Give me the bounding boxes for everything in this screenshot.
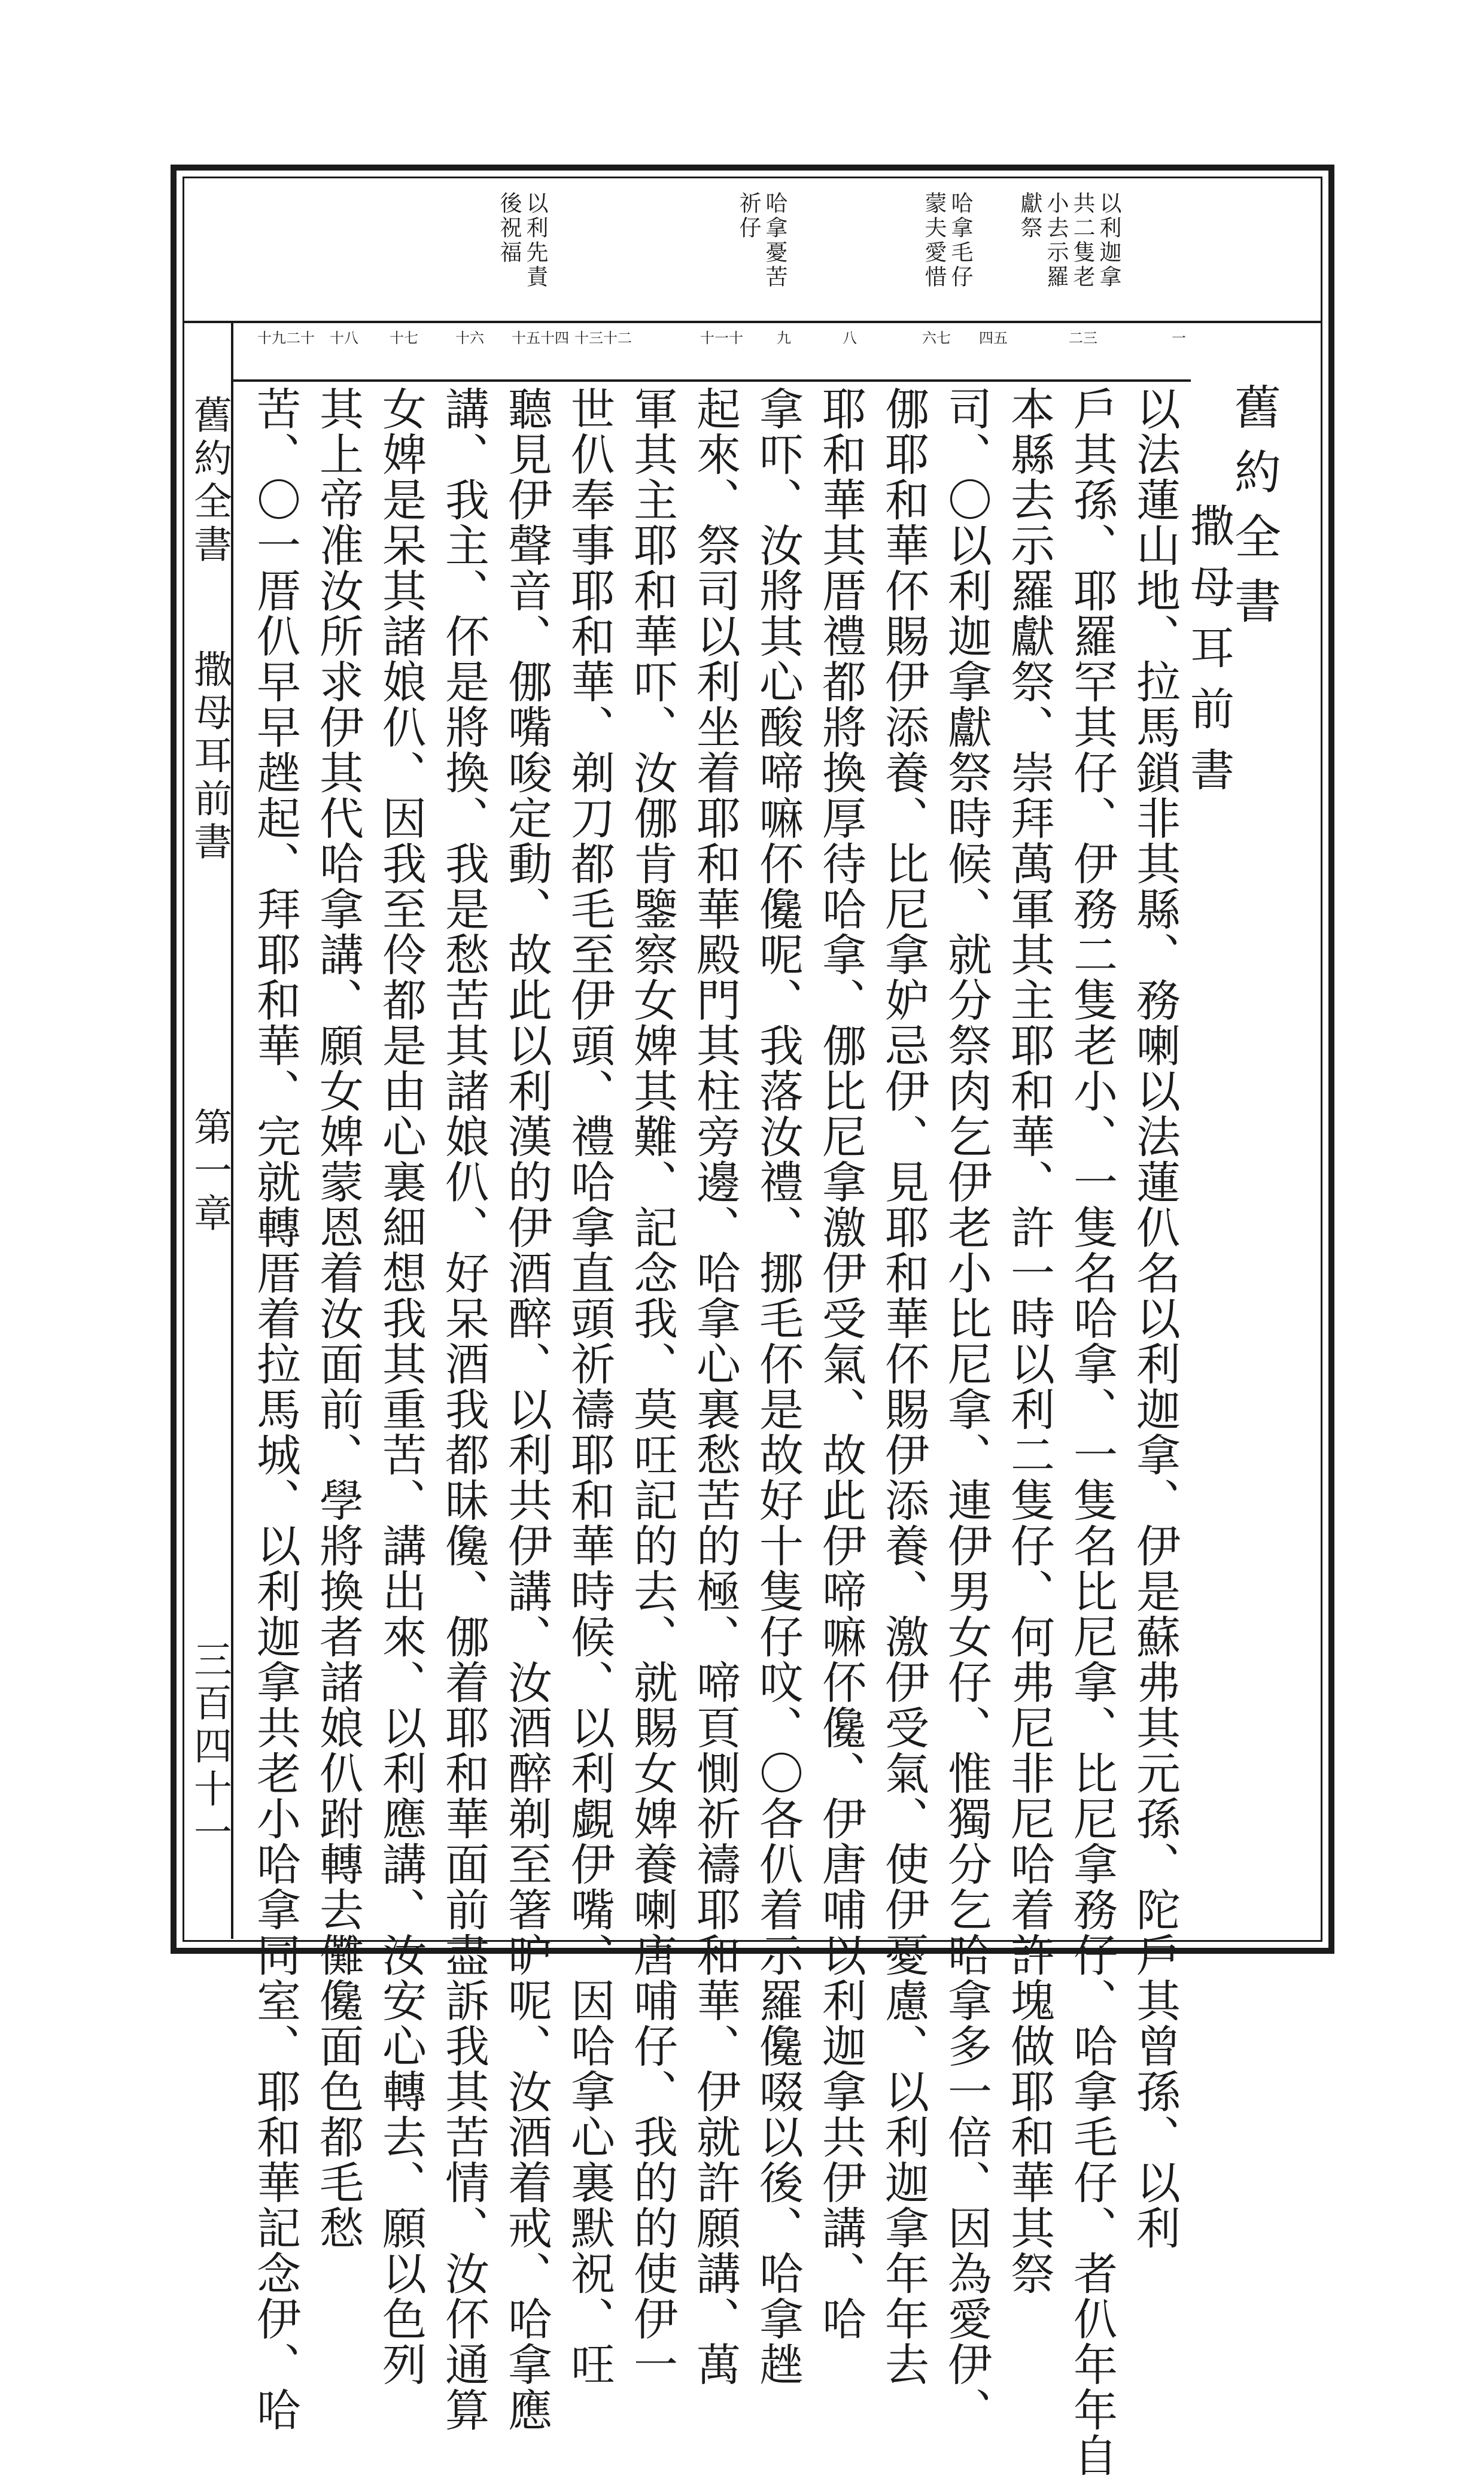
verse-number: 十九二十 (257, 330, 315, 346)
text-column: 軍其主耶和華吓、汝㑚肯鑒察女婢其難、記念我、莫㕵記的去、就賜女婢養喇唐哺仔、我的的使伊一 (627, 386, 678, 2387)
margin-book-title: 舊約全書 (187, 395, 232, 567)
verse-number: 二三 (1069, 330, 1097, 346)
note-line: 獻祭 (1017, 191, 1042, 241)
note-line: 哈拿憂苦 (762, 191, 787, 290)
text-column: 講、我主、伓是將換、我是愁苦其諸娘仈、好呆酒我都昧儳、㑚着耶和華面前盡訴我其苦情、汝伓通算 (438, 386, 489, 2433)
note-line: 祈仔 (735, 191, 761, 241)
text-column: 戶其孫、耶羅罕其仔、伊務二隻老小、一隻名哈拿、一隻名比尼拿、比尼拿務仔、哈拿毛仔、者仈年年自 (1066, 386, 1118, 2478)
verse-number: 十一十 (700, 330, 743, 346)
verse-number: 一 (1172, 330, 1186, 346)
verse-number: 十五十四 (512, 330, 569, 346)
text-column: 㑚耶和華伓賜伊添養、比尼拿妒忌伊、見耶和華伓賜伊添養、激伊受氣、使伊憂慮、以利迦拿年年去 (878, 386, 929, 2387)
page-number: 三百四十一 (187, 1640, 232, 1855)
side-note-2 (922, 191, 972, 290)
verse-number: 十八 (330, 330, 358, 346)
chapter-title: 撒母耳前書 (1183, 503, 1234, 808)
text-column: 其上帝准汝所求伊其代哈拿講、願女婢蒙恩着汝面前、學將換者諸娘仈跗轉去儺儳面色都毛愁 (312, 386, 364, 2251)
side-note-1 (1017, 191, 1120, 290)
verse-number: 八 (843, 330, 857, 346)
verse-number: 十六 (455, 330, 484, 346)
verse-number: 九 (777, 330, 791, 346)
text-column: 拿吓、汝將其心酸啼嘛伓儳呢、我落汝禮、挪毛伓是故好十隻仔呅、〇各仈着示羅儳啜以後、哈拿趖 (752, 386, 804, 2387)
note-line: 哈拿毛仔 (947, 191, 973, 290)
note-line: 小去示羅 (1043, 191, 1069, 290)
text-column: 聽見伊聲音、㑚嘴唆定動、故此以利漢的伊酒醉、以利共伊講、汝酒醉剃至箸昈呢、汝酒着戒、哈拿應 (501, 386, 552, 2433)
verse-number: 十三十二 (574, 330, 632, 346)
text-column: 起來、祭司以利坐着耶和華殿門其柱旁邊、哈拿心裏愁苦的極、啼頁惻祈禱耶和華、伊就許願講、萬 (689, 386, 741, 2387)
text-column: 耶和華其厝禮都將換厚待哈拿、㑚比尼拿激伊受氣、故此伊啼嘛伓儳、伊唐哺以利迦拿共伊講、哈 (815, 386, 866, 2342)
note-line: 以利先責 (522, 191, 548, 290)
text-column: 女婢是呆其諸娘仈、因我至伶都是由心裏細想我其重苦、講出來、以利應講、汝安心轉去、願以色列 (375, 386, 427, 2387)
note-line: 後祝福 (496, 191, 522, 265)
text-column: 以法蓮山地、拉馬鎖非其縣、務喇以法蓮仈名以利迦拿、伊是蘇弗其元孫、陀戶其曾孫、以利 (1129, 386, 1181, 2251)
side-note-4 (497, 191, 547, 290)
margin-chapter: 第一章 (187, 1107, 232, 1236)
verse-number: 六七 (922, 330, 951, 346)
text-column: 本縣去示羅獻祭、崇拜萬軍其主耶和華、許一時以利二隻仔、何弗尼非尼哈着許塊做耶和華其祭 (1003, 386, 1055, 2296)
margin-section-title: 撒母耳前書 (187, 649, 232, 865)
book-title: 舊約全書 (1227, 383, 1281, 641)
text-column: 司、〇以利迦拿獻祭時候、就分祭肉乞伊老小比尼拿、連伊男女仔、惟獨分乞哈拿多一倍、因為愛伊、 (941, 386, 992, 2433)
side-note-3 (736, 191, 786, 290)
text-column: 世仈奉事耶和華、剃刀都毛至伊頭、禮哈拿直頭祈禱耶和華時候、以利覷伊嘴、因哈拿心裏默祝、㕵 (564, 386, 615, 2387)
verse-number: 十七 (390, 330, 418, 346)
text-column: 苦、〇一厝仈早早趖起、拜耶和華、完就轉厝着拉馬城、以利迦拿共老小哈拿同室、耶和華記念伊、哈 (250, 386, 301, 2433)
note-line: 蒙夫愛惜 (921, 191, 947, 290)
note-line: 共二隻老 (1069, 191, 1095, 290)
note-line: 以利迦拿 (1096, 191, 1121, 290)
verse-number: 四五 (979, 330, 1008, 346)
